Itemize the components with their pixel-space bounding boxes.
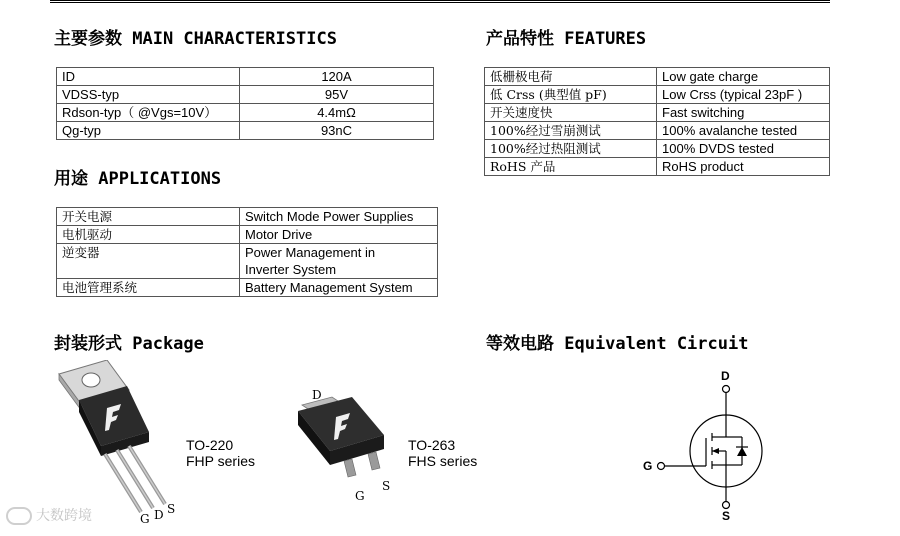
table-row [485, 158, 830, 176]
table-row [485, 86, 830, 104]
param-cell: VDSS-typ [57, 86, 240, 104]
to263-pin-g: G [355, 489, 365, 503]
feature-en-cell: 100% DVDS tested [657, 140, 830, 158]
param-cell: ID [57, 68, 240, 86]
circuit-drain-label: D [721, 369, 730, 383]
table-row [57, 244, 438, 279]
features-heading: 产品特性 FEATURES [486, 29, 647, 49]
value-cell: 95V [240, 86, 434, 104]
table-row [57, 86, 434, 104]
feature-cn-cell: RoHS 产品 [485, 158, 657, 176]
to220-pin-g: G [140, 512, 150, 526]
table-row [485, 68, 830, 86]
table-row [57, 226, 438, 244]
applications-heading: 用途 APPLICATIONS [54, 169, 222, 189]
param-cell: Qg-typ [57, 122, 240, 140]
to220-package-image [55, 360, 185, 525]
circuit-gate-label: G [643, 459, 653, 473]
to220-series: FHP series [186, 453, 255, 469]
to220-pin-s: S [167, 502, 176, 516]
param-cell: Rdson-typ（ @Vgs=10V） [57, 104, 240, 122]
to220-label [186, 437, 255, 469]
mosfet-equivalent-circuit [640, 365, 770, 525]
application-en-cell [240, 244, 438, 279]
package-heading: 封装形式 Package [54, 334, 204, 354]
value-cell: 120A [240, 68, 434, 86]
to263-name: TO-263 [408, 437, 456, 453]
value-cell: 4.4mΩ [240, 104, 434, 122]
features-table [484, 67, 830, 176]
table-row [57, 104, 434, 122]
feature-cn-cell: 开关速度快 [485, 104, 657, 122]
to263-series: FHS series [408, 453, 478, 469]
table-row [57, 279, 438, 297]
application-cn-cell: 电池管理系统 [57, 279, 240, 297]
to263-pin-s: S [382, 479, 391, 493]
feature-en-cell: Fast switching [657, 104, 830, 122]
main-characteristics-table [56, 67, 434, 140]
feature-en-cell: 100% avalanche tested [657, 122, 830, 140]
feature-en-cell: Low gate charge [657, 68, 830, 86]
equivalent-circuit-heading: 等效电路 Equivalent Circuit [486, 334, 749, 354]
to263-pin-d: D [312, 388, 322, 402]
main-characteristics-heading: 主要参数 MAIN CHARACTERISTICS [54, 29, 337, 49]
watermark [6, 505, 92, 525]
feature-cn-cell: 低栅极电荷 [485, 68, 657, 86]
application-cn-cell: 逆变器 [57, 244, 240, 279]
application-cn-cell: 电机驱动 [57, 226, 240, 244]
watermark-logo-icon [6, 507, 32, 525]
table-row [485, 104, 830, 122]
application-en-cell: Battery Management System [240, 279, 438, 297]
table-row [57, 68, 434, 86]
table-row [57, 208, 438, 226]
feature-en-cell: RoHS product [657, 158, 830, 176]
feature-cn-cell: 100%经过热阻测试 [485, 140, 657, 158]
application-en-cell: Motor Drive [240, 226, 438, 244]
application-en-cell: Switch Mode Power Supplies [240, 208, 438, 226]
application-en-line2: Inverter System [245, 262, 337, 277]
to220-pin-d: D [154, 508, 164, 522]
table-row [57, 122, 434, 140]
value-cell: 93nC [240, 122, 434, 140]
table-row [485, 122, 830, 140]
feature-cn-cell: 低 Crss (典型值 pF) [485, 86, 657, 104]
circuit-source-label: S [722, 509, 731, 523]
table-row [485, 140, 830, 158]
to263-package-image [292, 395, 402, 490]
application-cn-cell: 开关电源 [57, 208, 240, 226]
watermark-text: 大数跨境 [36, 508, 92, 524]
feature-en-cell: Low Crss (typical 23pF ) [657, 86, 830, 104]
top-rule [50, 0, 830, 3]
to220-name: TO-220 [186, 437, 234, 453]
application-en-line1: Power Management in [245, 245, 376, 260]
applications-table [56, 207, 438, 297]
to263-label [408, 437, 477, 469]
feature-cn-cell: 100%经过雪崩测试 [485, 122, 657, 140]
